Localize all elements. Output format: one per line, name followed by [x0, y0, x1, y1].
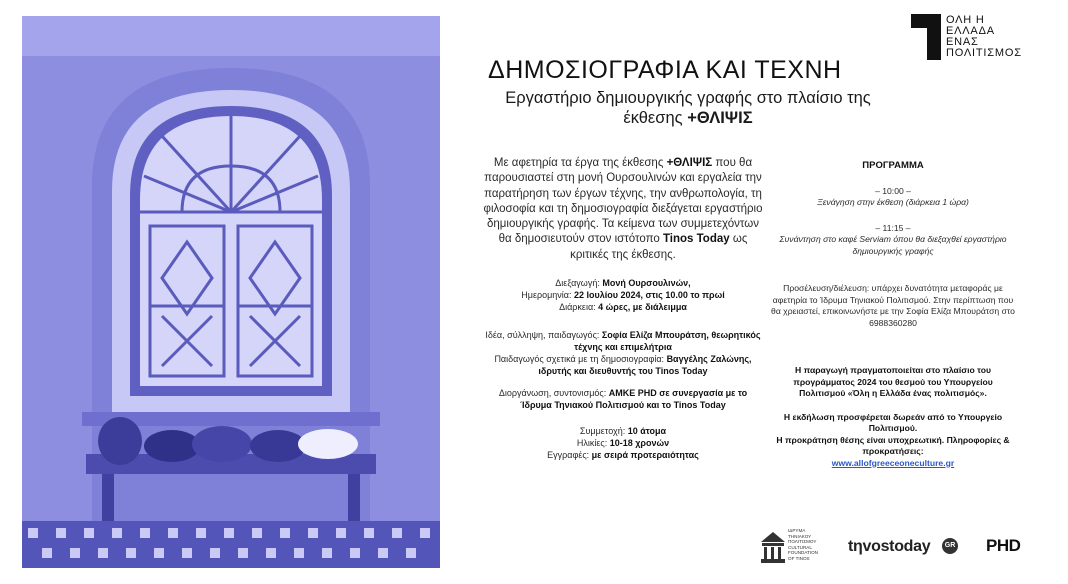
logo-line: ΟΛΗ Η	[946, 14, 985, 26]
detail-date: 22 Ιουλίου 2024, στις 10.00 το πρωί	[574, 290, 725, 301]
logo-mark-icon	[911, 14, 941, 60]
phd-logo	[986, 528, 1036, 568]
program-description	[770, 197, 1016, 209]
detail-label: Διεξαγωγή:	[555, 278, 603, 289]
website-link[interactable]: www.allofgreeceoneculture.gr	[831, 457, 955, 468]
page-title: ΔΗΜΟΣΙΟΓΡΑΦΙΑ ΚΑΙ ΤΕΧΝΗ	[488, 56, 842, 84]
logo-line: ΕΛΛΑΔΑ	[946, 25, 995, 37]
intro-text: Με αφετηρία τα έργα της έκθεσης	[493, 157, 667, 169]
participation-label: Ηλικίες:	[576, 438, 610, 449]
page-subtitle	[488, 88, 888, 128]
free-entry-note: Η εκδήλωση προσφέρεται δωρεάν από το Υπουργείο Πολιτισμού.	[783, 411, 1003, 433]
foundation-line: ΤΗΝΙΑΚΟΥ	[788, 533, 812, 539]
credit-value: Σοφία Ελίζα Μπουράτση, θεωρητικός τέχνης και επιμελήτρια	[574, 330, 761, 353]
foundation-line: ΙΔΡΥΜΑ	[788, 528, 806, 533]
program-heading: ΠΡΟΓΡΑΜΜΑ	[862, 160, 924, 171]
access-info: Προσέλευση/διέλευση: υπάρχει δυνατότητα μεταφοράς με αφετηρία το Ίδρυμα Τηνιακού Πολιτισμού. Στην περίπτωση που θα χρειαστεί, επικοινωνήστε με την Σοφία Ελίζα Μπουράτση στο 6988360280	[771, 283, 1015, 328]
website-link-line	[770, 458, 1016, 470]
hero-photo	[22, 16, 440, 568]
participation-block	[482, 425, 764, 461]
program-time: – 11:15 –	[875, 222, 911, 233]
workshop-description	[482, 156, 764, 461]
intro-text: ως κριτικές της έκθεσης.	[570, 233, 748, 261]
intro-exhibition-name: +ΘΛΙΨΙΣ	[666, 157, 713, 169]
foundation-line: FOUNDATION	[788, 550, 819, 556]
event-details	[482, 277, 764, 313]
all-of-greece-logo	[911, 14, 1051, 64]
credits-block	[482, 329, 764, 377]
intro-site-name: Tinos Today	[662, 233, 730, 246]
tinos-wordmark: tηvostoday	[848, 538, 931, 555]
logo-line: ΕΝΑΣ	[946, 36, 979, 48]
participation-registration: με σειρά προτεραιότητας	[591, 450, 699, 461]
credit-value: Βαγγέλης Ζαλώνης, ιδρυτής και διευθυντής του Tinos Today	[538, 354, 752, 377]
booking-note: Η προκράτηση θέσης είναι υποχρεωτική. Πληροφορίες & προκρατήσεις:	[776, 434, 1010, 456]
tinos-today-logo	[848, 528, 960, 568]
detail-duration: 4 ώρες, με διάλειμμα	[598, 302, 687, 313]
detail-place: Μονή Ουρσουλινών,	[602, 278, 691, 289]
foundation-line: OF TINOS	[788, 555, 810, 561]
intro-paragraph	[482, 156, 764, 263]
foundation-line: CULTURAL	[788, 544, 812, 550]
program-time: – 10:00 –	[875, 185, 911, 196]
intro-text: που θα παρουσιαστεί στη μονή Ουρσουλινών και εργαλεία την παρατήρηση των έργων τέχνης, την ανθρωπολογία, τη φιλοσοφία και τη δημοσιογραφία διεξάγεται εργαστήριο δημιουργικής γραφής. Τα κείμενα των συμμετεχόντων θα δημοσιευτούν στον ιστότοπο	[483, 157, 763, 246]
credit-label: Παιδαγωγός σχετικά με τη δημοσιογραφία:	[494, 354, 667, 365]
foundation-line: ΠΟΛΙΤΙΣΜΟΥ	[788, 539, 817, 545]
detail-label: Ημερομηνία:	[521, 290, 574, 301]
participation-label: Συμμετοχή:	[579, 426, 628, 437]
participation-count: 10 άτομα	[627, 426, 667, 437]
credit-value: ΑΜΚΕ PHD σε συνεργασία με το Ίδρυμα Τηνιακού Πολιτισμού και το Tinos Today	[520, 388, 748, 411]
foundation-logo	[760, 528, 830, 568]
logo-line: ΠΟΛΙΤΙΣΜΟΣ	[946, 47, 1022, 59]
subtitle-text: Εργαστήριο δημιουργικής γραφής στο πλαίσιο της έκθεσης	[505, 89, 871, 127]
window-photo-illustration	[22, 16, 440, 568]
tinos-gr-badge: GR	[942, 538, 958, 554]
subtitle-exhibition-name: +ΘΛΙΨΙΣ	[687, 109, 753, 127]
production-note: Η παραγωγή πραγματοποιείται στο πλαίσιο του προγράμματος 2024 του θεσμού του Υπουργείου Πολιτισμού «Όλη η Ελλάδα ένας πολιτισμός».	[793, 365, 993, 398]
program-desc-text: Ξενάγηση στην έκθεση (διάρκεια 1 ώρα)	[817, 197, 969, 207]
logo-wordmark	[946, 15, 1022, 59]
participation-ages: 10-18 χρονών	[609, 438, 670, 449]
participation-label: Εγγραφές:	[547, 450, 592, 461]
foundation-wordmark	[788, 528, 818, 562]
program-column	[770, 160, 1016, 469]
program-description	[770, 234, 1016, 257]
foundation-building-icon	[760, 530, 786, 564]
detail-label: Διάρκεια:	[559, 302, 599, 313]
program-desc-text: Συνάντηση στο καφέ Serviam όπου θα διεξαχθεί εργαστήριο δημιουργικής γραφής	[779, 234, 1007, 256]
organizer-block	[482, 387, 764, 411]
phd-wordmark: PHD	[986, 536, 1021, 555]
credit-label: Ιδέα, σύλληψη, παιδαγωγός:	[485, 330, 602, 341]
credit-label: Διοργάνωση, συντονισμός:	[498, 388, 609, 399]
